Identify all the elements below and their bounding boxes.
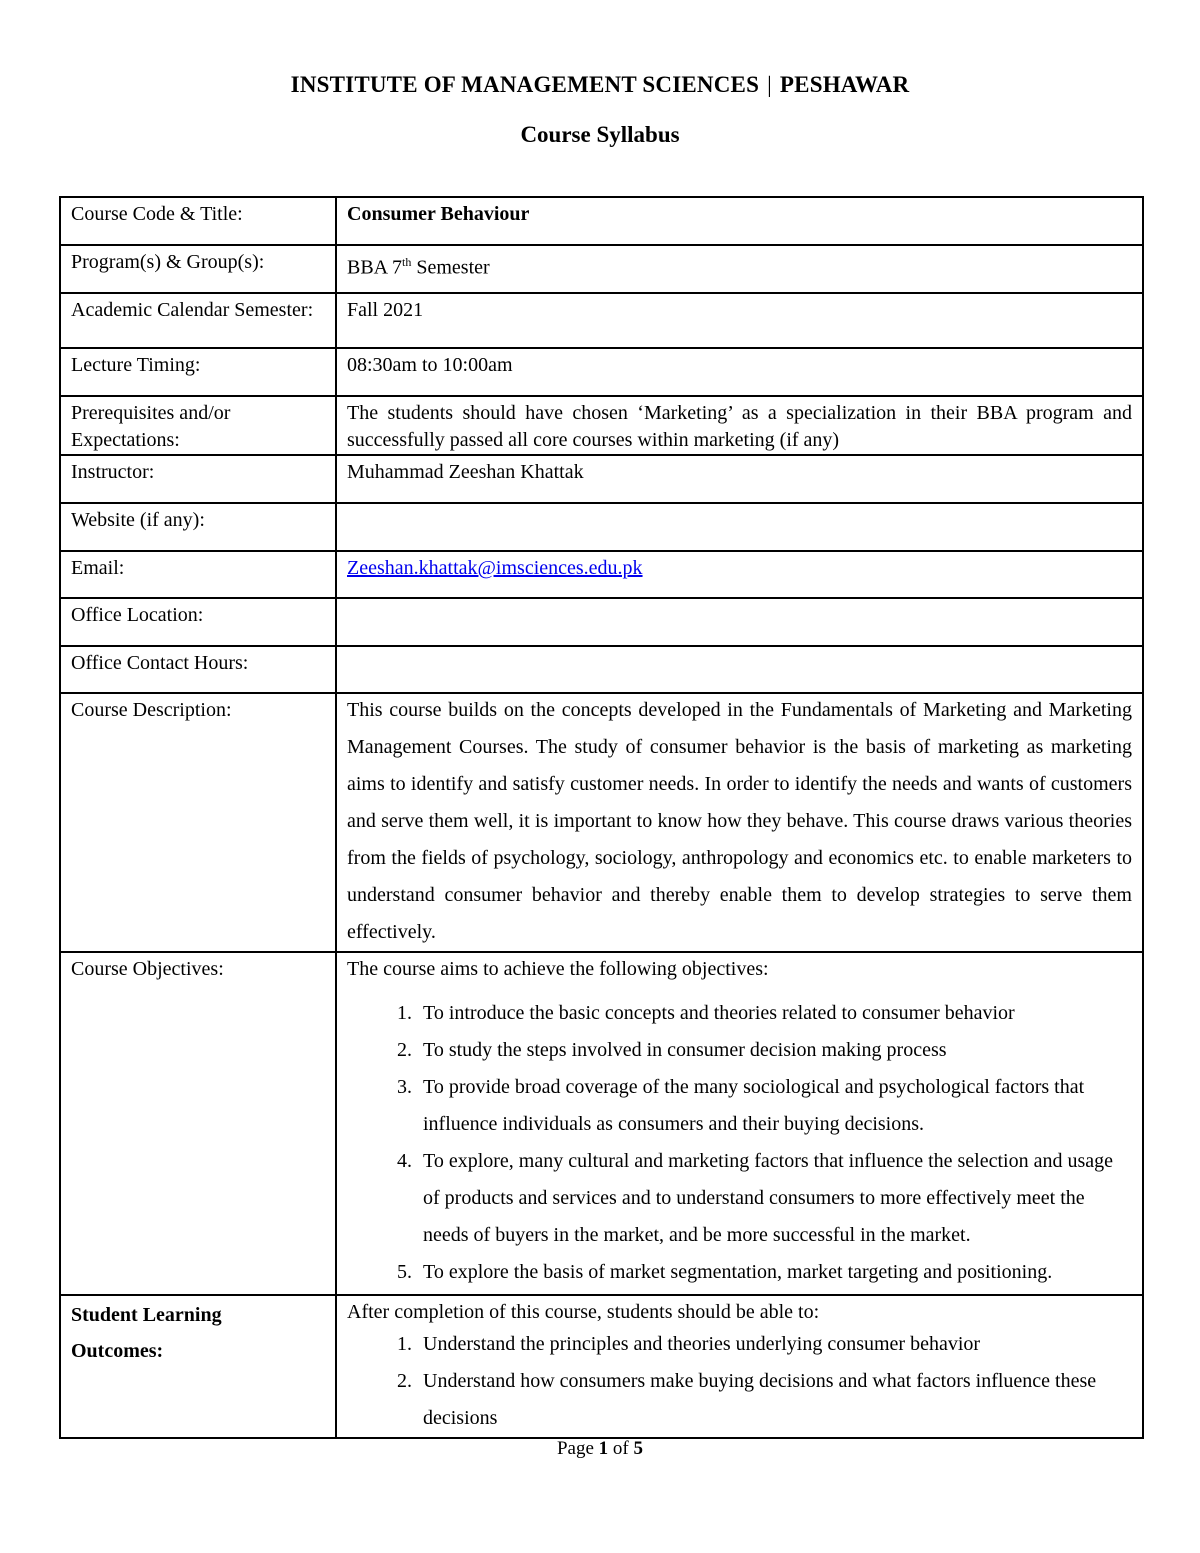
row-label: Website (if any): (60, 503, 336, 551)
email-link[interactable]: Zeeshan.khattak@imsciences.edu.pk (347, 557, 643, 579)
table-row (60, 293, 1143, 348)
page-number: 1 (598, 1438, 609, 1459)
table-row (60, 396, 1143, 455)
table-row (60, 598, 1143, 646)
institute-name: INSTITUTE OF MANAGEMENT SCIENCES (290, 72, 760, 97)
instructor-value: Muhammad Zeeshan Khattak (336, 455, 1143, 503)
row-label: Prerequisites and/or Expectations: (60, 396, 336, 455)
outcomes-list (347, 1326, 1132, 1437)
syllabus-table (59, 196, 1144, 1439)
email-cell (336, 551, 1143, 598)
outcomes-label-line1: Student Learning (71, 1304, 222, 1326)
program-value (336, 245, 1143, 293)
outcomes-intro: After completion of this course, students should be able to: (347, 1301, 820, 1323)
row-label: Course Objectives: (60, 952, 336, 1295)
list-item: 3. To provide broad coverage of the many sociological and psychological factors that influence individuals as consumers and their buying decisions. (417, 1069, 1132, 1143)
institute-city: PESHAWAR (779, 72, 910, 97)
document-header (0, 72, 1200, 98)
table-row (60, 503, 1143, 551)
table-row (60, 693, 1143, 952)
list-item: 1. Understand the principles and theories underlying consumer behavior (417, 1326, 1132, 1363)
page-word: Page (556, 1438, 594, 1459)
list-item: 2. To study the steps involved in consumer decision making process (417, 1032, 1132, 1069)
header-separator: | (767, 72, 772, 97)
row-label: Office Contact Hours: (60, 646, 336, 693)
list-item: 5. To explore the basis of market segmentation, market targeting and positioning. (417, 1254, 1132, 1291)
table-row (60, 348, 1143, 396)
table-row (60, 197, 1143, 245)
objectives-intro: The course aims to achieve the following objectives: (347, 958, 769, 980)
row-label: Program(s) & Group(s): (60, 245, 336, 293)
page-total: 5 (633, 1438, 643, 1459)
table-row (60, 551, 1143, 598)
row-label: Lecture Timing: (60, 348, 336, 396)
document-subtitle: Course Syllabus (520, 122, 680, 147)
description-cell (336, 693, 1143, 952)
list-item: 4. To explore, many cultural and marketing factors that influence the selection and usage of products and services and to understand consumers to more effectively meet the needs of buyers in the market, and be more successful in the market. (417, 1143, 1132, 1254)
row-label: Academic Calendar Semester: (60, 293, 336, 348)
outcomes-label-cell (60, 1295, 336, 1438)
program-prefix: BBA 7 (347, 256, 403, 279)
page-footer (0, 1438, 1200, 1460)
prereq-value: The students should have chosen ‘Marketing’ as a specialization in their BBA program and successfully passed all core courses within marketing (if any) (336, 396, 1143, 455)
objectives-cell (336, 952, 1143, 1295)
timing-value: 08:30am to 10:00am (336, 348, 1143, 396)
program-suffix: Semester (411, 256, 490, 279)
table-row (60, 1295, 1143, 1438)
table-row (60, 646, 1143, 693)
outcomes-label-line2: Outcomes: (71, 1340, 164, 1362)
objectives-list (347, 995, 1132, 1291)
calendar-value: Fall 2021 (336, 293, 1143, 348)
list-item: 2. Understand how consumers make buying decisions and what factors influence these decisions (417, 1363, 1132, 1437)
outcomes-cell (336, 1295, 1143, 1438)
office-hours-value (336, 646, 1143, 693)
website-value (336, 503, 1143, 551)
row-label: Email: (60, 551, 336, 598)
row-label: Instructor: (60, 455, 336, 503)
table-row (60, 455, 1143, 503)
table-row (60, 245, 1143, 293)
table-row (60, 952, 1143, 1295)
row-label: Office Location: (60, 598, 336, 646)
list-item: 1. To introduce the basic concepts and theories related to consumer behavior (417, 995, 1132, 1032)
course-description: This course builds on the concepts developed in the Fundamentals of Marketing and Marketing Management Courses. The study of consumer behavior is the basis of marketing as marketing aims to identify and satisfy customer needs. In order to identify the needs and wants of customers and serve them well, it is important to know how they behave. This course draws various theories from the fields of psychology, sociology, anthropology and economics etc. to enable marketers to understand consumer behavior and thereby enable them to develop strategies to serve them effectively. (347, 699, 1132, 943)
of-word: of (612, 1438, 629, 1459)
row-label: Course Description: (60, 693, 336, 952)
program-sup: th (402, 255, 412, 269)
row-label: Course Code & Title: (60, 197, 336, 245)
office-location-value (336, 598, 1143, 646)
course-title: Consumer Behaviour (336, 197, 1143, 245)
